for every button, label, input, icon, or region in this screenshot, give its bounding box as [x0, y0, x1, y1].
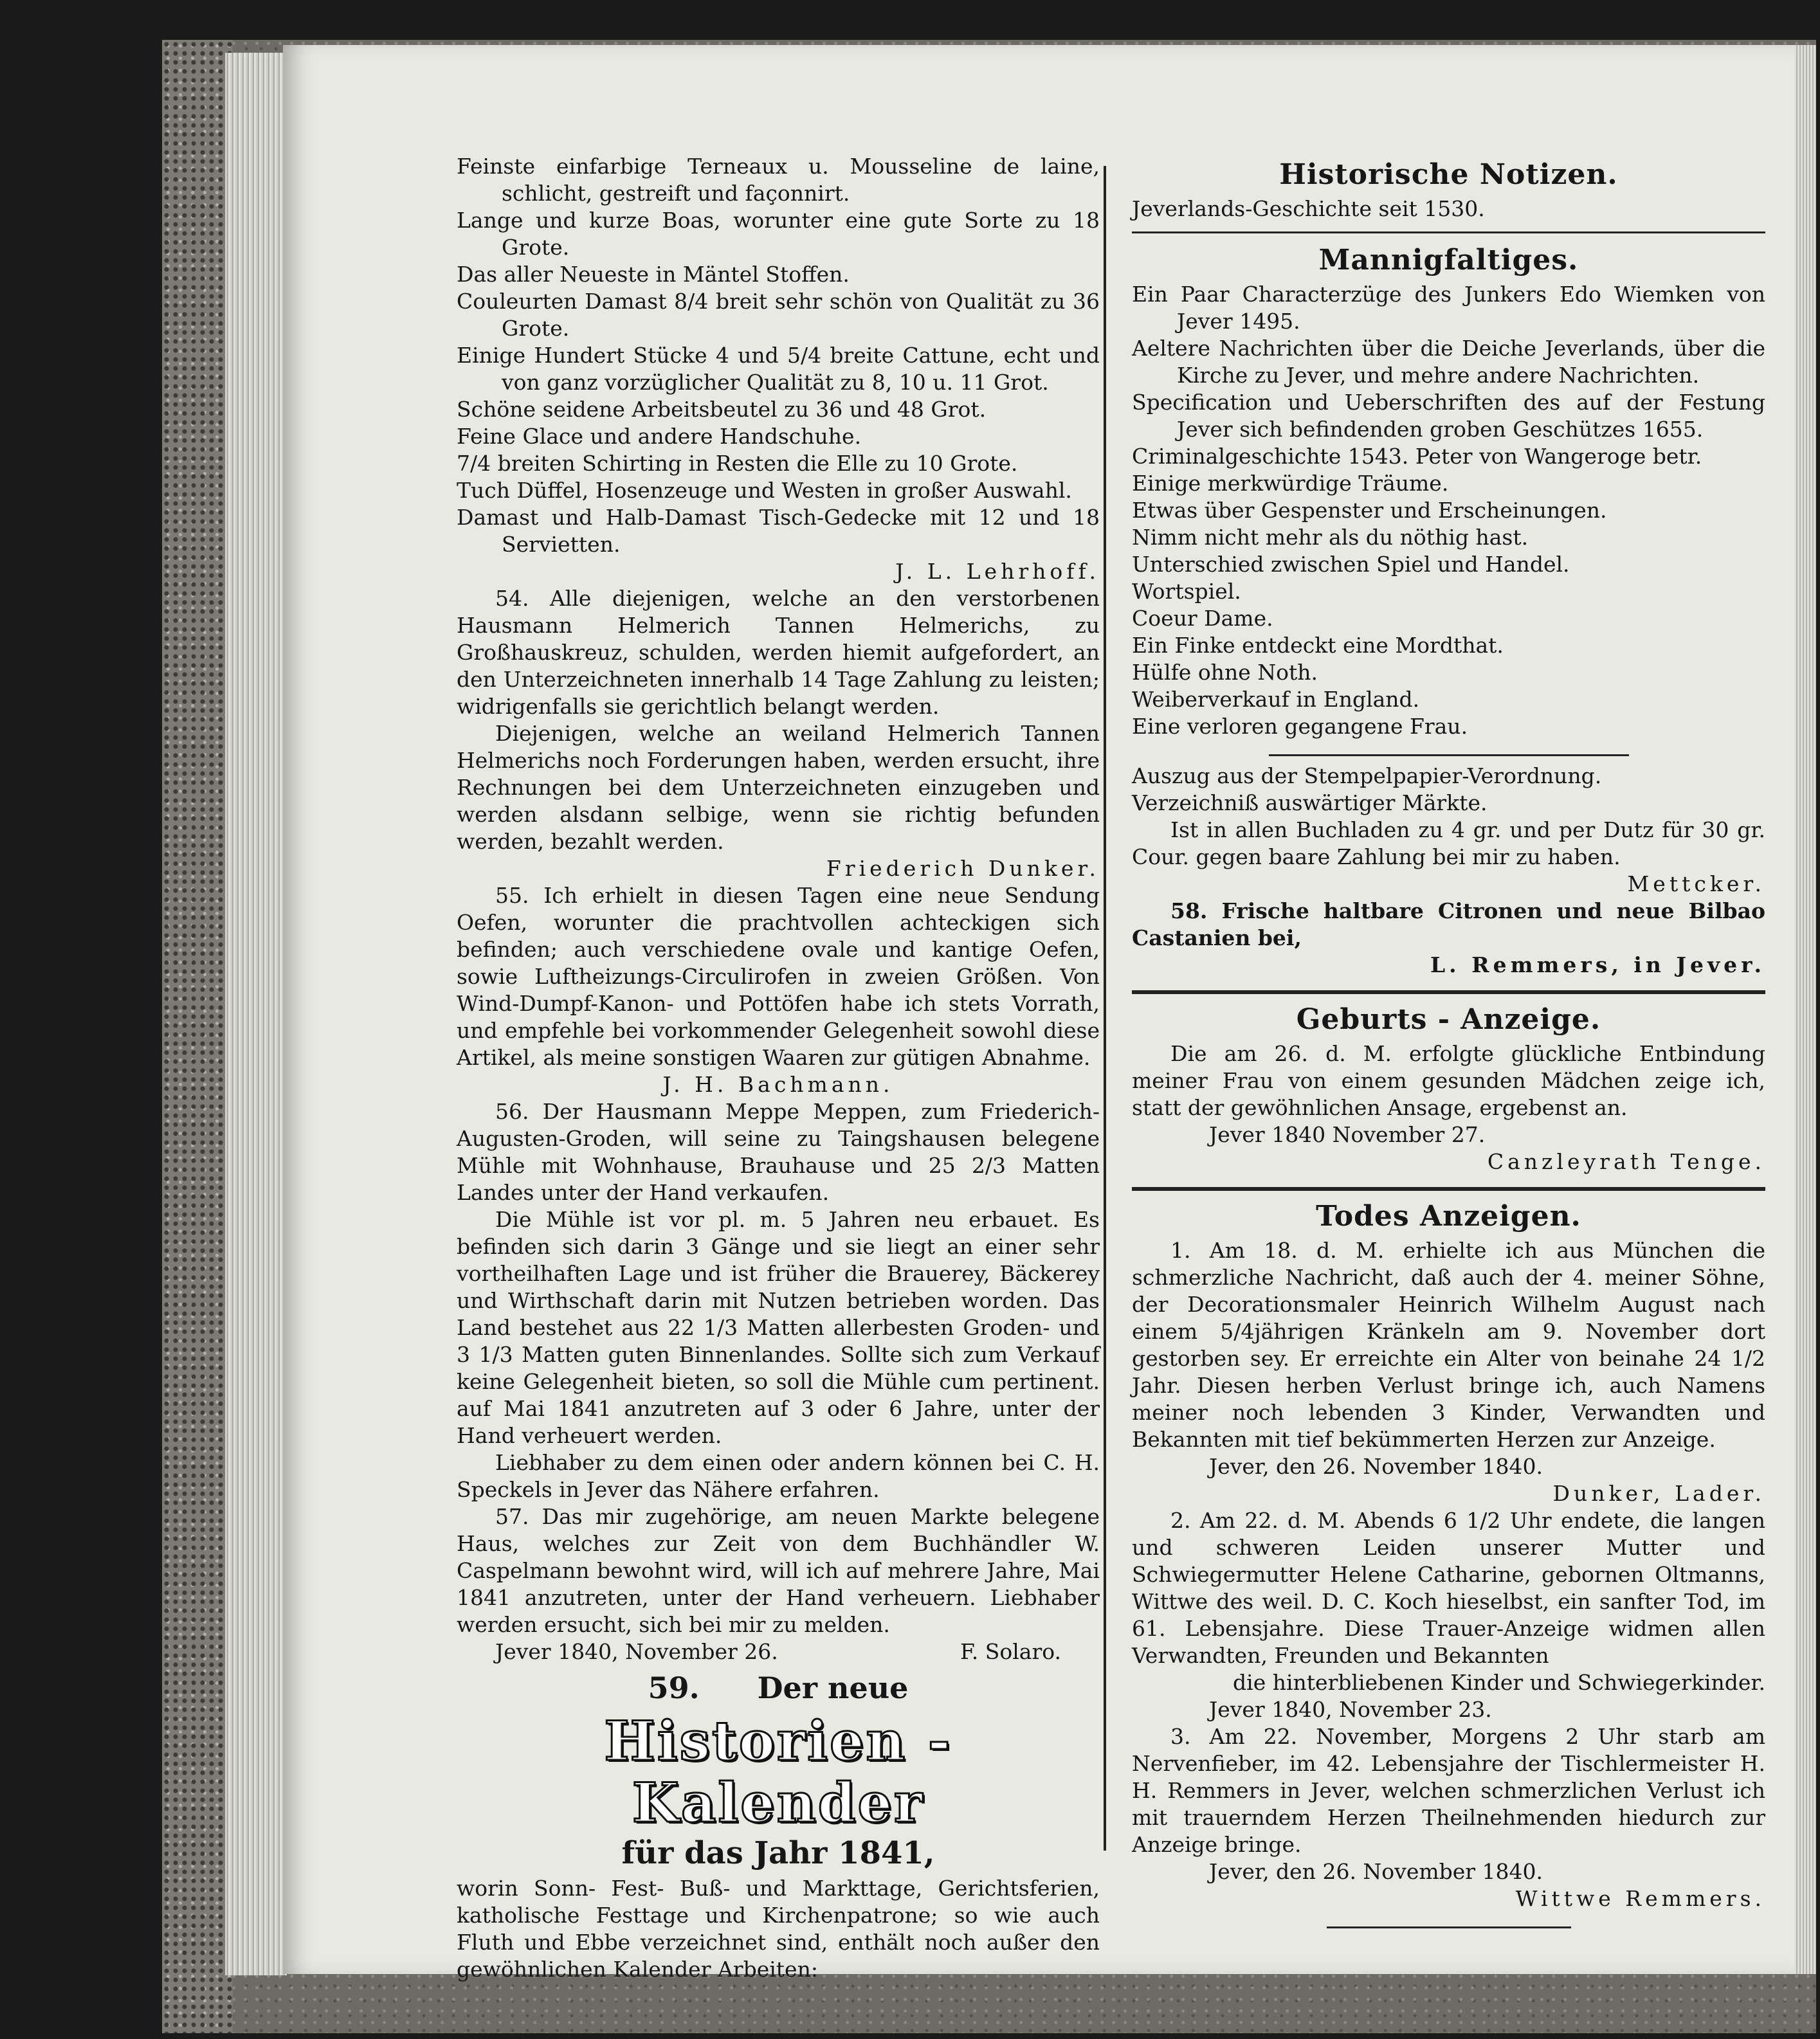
list-item: Aeltere Nachrichten über die Deiche Jeverlands, über die Kirche zu Jever, und mehre andere Nachrichten.: [1132, 336, 1765, 388]
heading-mannigfaltiges: Mannigfaltiges.: [1318, 244, 1579, 276]
ad-line: Feine Glace und andere Handschuhe.: [457, 424, 862, 449]
ad-list: [457, 153, 1100, 585]
death-notice-1-date: Jever, den 26. November 1840.: [1209, 1454, 1543, 1479]
list-item: Ein Paar Characterzüge des Junkers Edo Wiemken von Jever 1495.: [1132, 282, 1765, 334]
right-column: [1132, 153, 1765, 1935]
list-item: Ein Finke entdeckt eine Mordthat.: [1132, 633, 1504, 658]
notice-57: 57. Das mir zugehörige, am neuen Markte belegene Haus, welches zur Zeit von dem Buchhändler W. Caspelmann bewohnt wird, will ich auf mehrere Jahre, Mai 1841 anzutreten, unter der Hand verheuern. Liebhaber werden ersucht, sich bei mir zu melden.: [457, 1504, 1100, 1637]
list-item: Weiberverkauf in England.: [1132, 687, 1420, 712]
notice-59-header: [457, 1669, 1100, 1707]
ad-line: Lange und kurze Boas, worunter eine gute Sorte zu 18 Grote.: [457, 208, 1100, 260]
ad-signature: J. L. Lehrhoff.: [895, 559, 1100, 584]
death-notice-1-signature: Dunker, Lader.: [1552, 1481, 1765, 1506]
death-notice-2-signature: die hinterbliebenen Kinder und Schwiegerkinder.: [1233, 1670, 1765, 1695]
death-notice-2: 2. Am 22. d. M. Abends 6 1/2 Uhr endete, die langen und schweren Leiden unserer Mutter und Schwiegermutter Helene Catharine, gebornen Oltmanns, Wittwe des weil. D. C. Koch hieselbst, ein sanfter Tod, im 61. Lebensjahre. Diese Trauer-Anzeige widmen allen Verwandten, Freunden und Bekannten: [1132, 1508, 1765, 1668]
heading-historische-notizen: Historische Notizen.: [1279, 158, 1618, 191]
notice-54-signature: Friederich Dunker.: [826, 856, 1100, 881]
notizen-line: Jeverlands-Geschichte seit 1530.: [1132, 196, 1485, 221]
death-notice-3: 3. Am 22. November, Morgens 2 Uhr starb am Nervenfieber, im 42. Lebensjahre der Tischlermeister H. H. Remmers in Jever, welchen schmerzlichen Verlust ich mit trauerndem Herzen Theilnehmenden hiedurch zur Anzeige bringe.: [1132, 1724, 1765, 1857]
ad-line: Damast und Halb-Damast Tisch-Gedecke mit 12 und 18 Servietten.: [457, 505, 1100, 557]
calendar-title: Historien - Kalender: [604, 1709, 952, 1835]
ad-line: Feinste einfarbige Terneaux u. Mousseline de laine, schlicht, gestreift und façonnirt.: [457, 154, 1100, 206]
notice-55-signature: J. H. Bachmann.: [662, 1072, 894, 1097]
mannigfaltiges-list: [1132, 281, 1765, 740]
geburt-date: Jever 1840 November 27.: [1209, 1122, 1486, 1147]
notice-59-pretitle: Der neue: [757, 1671, 909, 1705]
ad-line: Schöne seidene Arbeitsbeutel zu 36 und 48 Grot.: [457, 397, 987, 422]
list-item: Eine verloren gegangene Frau.: [1132, 714, 1468, 739]
calendar-subtitle: für das Jahr 1841,: [621, 1835, 935, 1871]
notice-57-signature: F. Solaro.: [960, 1639, 1061, 1664]
notice-59-text: worin Sonn- Fest- Buß- und Markttage, Gerichtsferien, katholische Festtage und Kirchenpatrone; so wie auch Fluth und Ebbe verzeichnet sind, enthält noch außer den gewöhnlichen Kalender Arbeiten:: [457, 1876, 1100, 1982]
death-notice-1: 1. Am 18. d. M. erhielte ich aus München die schmerzliche Nachricht, daß auch der 4. meiner Söhne, der Decorationsmaler Heinrich Wilhelm August nach einem 5/4jährigen Kränkeln am 9. November dort gestorben sey. Er erreichte ein Alter von beinahe 24 1/2 Jahr. Diesen herben Verlust bringe ich, auch Namens meiner noch lebenden 3 Kinder, Verwandten und Bekannten mit tief bekümmerten Herzen zur Anzeige.: [1132, 1238, 1765, 1452]
divider: [1132, 1187, 1765, 1191]
notice-56-part-3: Liebhaber zu dem einen oder andern können bei C. H. Speckels in Jever das Nähere erfahren.: [457, 1450, 1100, 1502]
notice-54-part-2: Diejenigen, welche an weiland Helmerich Tannen Helmerichs noch Forderungen haben, werden ersucht, ihre Rechnungen bei dem Unterzeichneten einzugeben und werden alsdann selbige, wenn sie richtig befunden werden, bezahlt werden.: [457, 721, 1100, 854]
left-column: [457, 153, 1100, 1983]
notice-58-signature: L. Remmers, in Jever.: [1430, 952, 1765, 977]
divider: [1269, 754, 1629, 756]
notice-57-footer: [457, 1638, 1100, 1665]
ad-line: Einige Hundert Stücke 4 und 5/4 breite Cattune, echt und von ganz vorzüglicher Qualität zu 8, 10 u. 11 Grot.: [457, 343, 1100, 395]
heading-todes-anzeigen: Todes Anzeigen.: [1316, 1200, 1581, 1233]
list-item: Specification und Ueberschriften des auf der Festung Jever sich befindenden groben Geschützes 1655.: [1132, 390, 1765, 442]
notice-59-number: 59.: [648, 1671, 700, 1705]
geburt-text: Die am 26. d. M. erfolgte glückliche Entbindung meiner Frau von einem gesunden Mädchen zeige ich, statt der gewöhnlichen Ansage, ergebenst an.: [1132, 1041, 1765, 1120]
buchladen-signature: Mettcker.: [1627, 871, 1765, 896]
death-notice-3-date: Jever, den 26. November 1840.: [1209, 1859, 1543, 1884]
list-item: Wortspiel.: [1132, 579, 1241, 604]
page-stack-left: [225, 53, 287, 1975]
divider: [1327, 1926, 1571, 1928]
list-item: Unterschied zwischen Spiel und Handel.: [1132, 552, 1570, 577]
death-notice-3-signature: Wittwe Remmers.: [1515, 1886, 1765, 1911]
notice-56-part-2: Die Mühle ist vor pl. m. 5 Jahren neu erbauet. Es befinden sich darin 3 Gänge und sie liegt an einer sehr vortheilhaften Lage und ist früher die Brauerey, Bäckerey und Wirthschaft darin mit Nutzen betrieben worden. Das Land bestehet aus 22 1/3 Matten allerbesten Groden- und 3 1/3 Matten guten Binnenlandes. Sollte sich zum Verkauf keine Gelegenheit bieten, so soll die Mühle cum pertinent. auf Mai 1841 anzutreten auf 3 oder 6 Jahre, unter der Hand verheuert werden.: [457, 1207, 1100, 1448]
list-item: Coeur Dame.: [1132, 606, 1273, 631]
notice-56: 56. Der Hausmann Meppe Meppen, zum Friederich-Augusten-Groden, will seine zu Taingshausen belegene Mühle mit Wohnhause, Brauhause und 25 2/3 Matten Landes unter der Hand verkaufen.: [457, 1099, 1100, 1205]
notice-55: 55. Ich erhielt in diesen Tagen eine neue Sendung Oefen, worunter die prachtvollen achteckigen sich befinden; auch verschiedene ovale und kantige Oefen, sowie Luftheizungs-Circulirofen in zweien Größen. Von Wind-Dumpf-Kanon- und Pottöfen habe ich stets Vorrath, und empfehle bei vorkommender Gelegenheit sowohl diese Artikel, als meine sonstigen Waaren zur gütigen Abnahme.: [457, 883, 1100, 1070]
ad-line: Das aller Neueste in Mäntel Stoffen.: [457, 262, 850, 287]
list-item: Criminalgeschichte 1543. Peter von Wangeroge betr.: [1132, 444, 1702, 469]
ad-line: Couleurten Damast 8/4 breit sehr schön von Qualität zu 36 Grote.: [457, 289, 1100, 341]
book-spine: [162, 40, 233, 2033]
divider: [1132, 231, 1765, 233]
notice-58: 58. Frische haltbare Citronen und neue Bilbao Castanien bei,: [1132, 898, 1765, 950]
page-stack-right: [1794, 45, 1816, 1974]
buchladen-notice: Ist in allen Buchladen zu 4 gr. und per Dutz für 30 gr. Cour. gegen baare Zahlung bei mir zu haben.: [1132, 817, 1765, 869]
verzeichniss-line: Verzeichniß auswärtiger Märkte.: [1132, 790, 1488, 815]
notice-54: 54. Alle diejenigen, welche an den verstorbenen Hausmann Helmerich Tannen Helmerichs, zu Großhauskreuz, schulden, werden hiemit aufgefordert, an den Unterzeichneten innerhalb 14 Tage Zahlung zu leisten; widrigenfalls sie gerichtlich belangt werden.: [457, 586, 1100, 719]
ad-line: Tuch Düffel, Hosenzeuge und Westen in großer Auswahl.: [457, 478, 1072, 503]
death-notice-2-date: Jever 1840, November 23.: [1209, 1697, 1492, 1722]
auszug-line: Auszug aus der Stempelpapier-Verordnung.: [1132, 763, 1602, 788]
list-item: Einige merkwürdige Träume.: [1132, 471, 1449, 496]
ad-line: 7/4 breiten Schirting in Resten die Elle zu 10 Grote.: [457, 451, 1018, 476]
column-divider: [1104, 166, 1106, 1851]
list-item: Hülfe ohne Noth.: [1132, 660, 1318, 685]
geburt-signature: Canzleyrath Tenge.: [1487, 1149, 1765, 1174]
heading-geburts-anzeige: Geburts - Anzeige.: [1296, 1003, 1601, 1036]
notice-57-date: Jever 1840, November 26.: [495, 1639, 778, 1664]
list-item: Nimm nicht mehr als du nöthig hast.: [1132, 525, 1529, 550]
divider: [1132, 990, 1765, 994]
list-item: Etwas über Gespenster und Erscheinungen.: [1132, 498, 1607, 523]
